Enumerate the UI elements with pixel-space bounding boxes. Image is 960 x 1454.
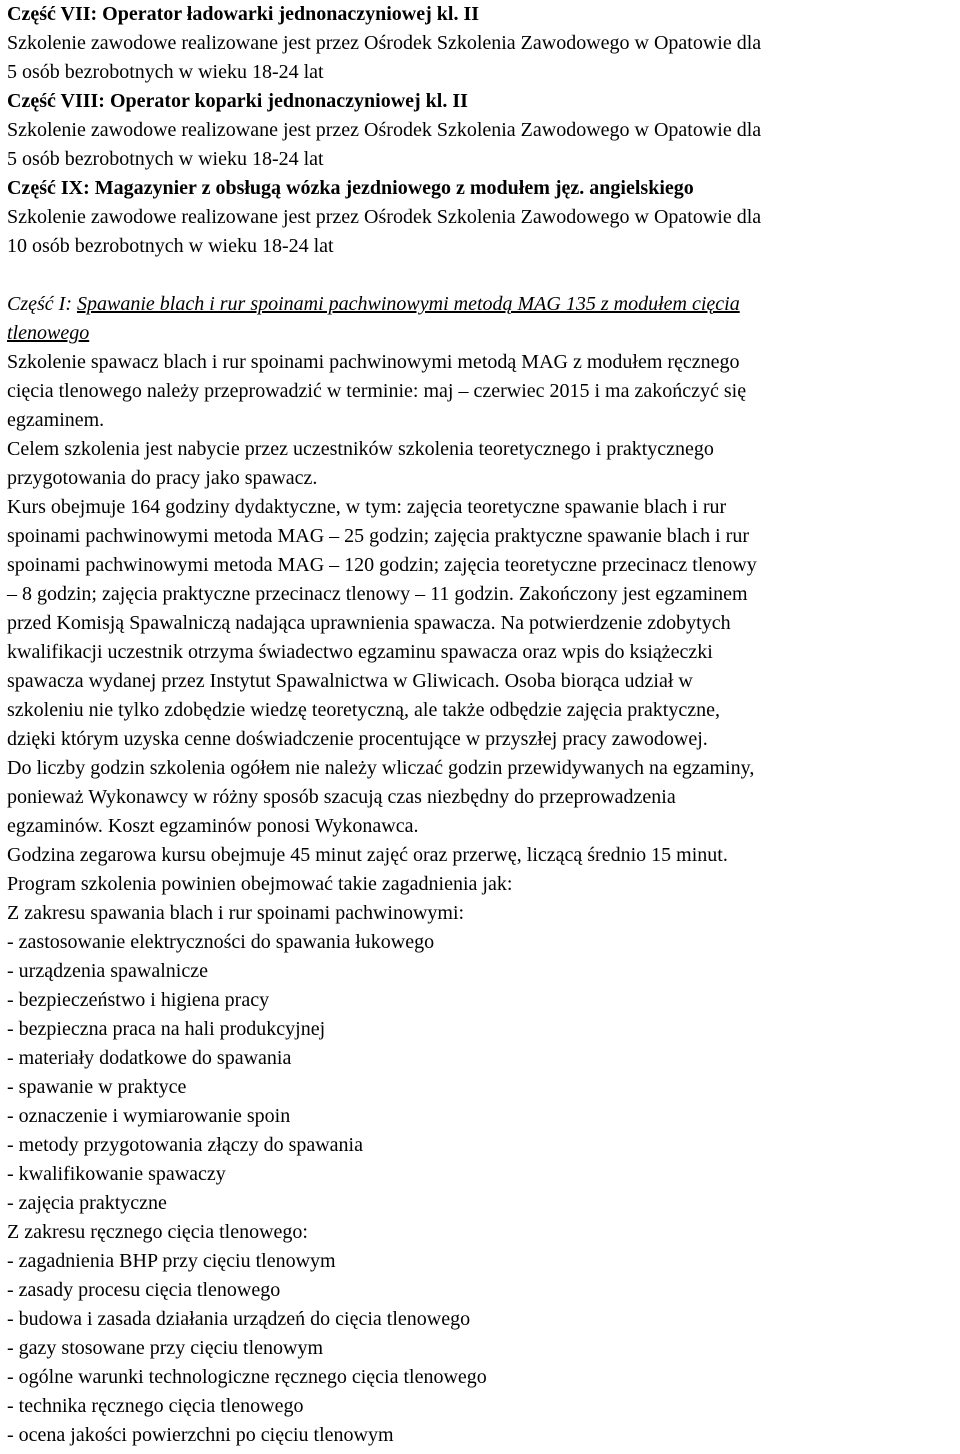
body-text-line: cięcia tlenowego należy przeprowadzić w terminie: maj – czerwiec 2015 i ma zakończyć się	[7, 380, 747, 402]
list-item: - metody przygotowania złączy do spawania	[7, 1134, 363, 1156]
part-description: Szkolenie zawodowe realizowane jest przez Ośrodek Szkolenia Zawodowego w Opatowie dla	[7, 119, 762, 141]
part-description: Szkolenie zawodowe realizowane jest przez Ośrodek Szkolenia Zawodowego w Opatowie dla	[7, 32, 762, 54]
body-text-line: przygotowania do pracy jako spawacz.	[7, 467, 318, 489]
list-item: - bezpieczna praca na hali produkcyjnej	[7, 1018, 326, 1040]
body-text-line: Kurs obejmuje 164 godziny dydaktyczne, w tym: zajęcia teoretyczne spawanie blach i rur	[7, 496, 727, 518]
part-viii-section	[7, 87, 957, 174]
list-item: - technika ręcznego cięcia tlenowego	[7, 1395, 304, 1417]
list-item: - ocena jakości powierzchni po cięciu tlenowym	[7, 1424, 394, 1446]
body-text-line: ponieważ Wykonawcy w różny sposób szacują czas niezbędny do przeprowadzenia	[7, 786, 676, 808]
list-item: - zasady procesu cięcia tlenowego	[7, 1279, 281, 1301]
body-text-line: Szkolenie spawacz blach i rur spoinami pachwinowymi metodą MAG z modułem ręcznego	[7, 351, 740, 373]
body-text-line: Do liczby godzin szkolenia ogółem nie należy wliczać godzin przewidywanych na egzaminy,	[7, 757, 755, 779]
body-text-line: Celem szkolenia jest nabycie przez uczestników szkolenia teoretycznego i praktycznego	[7, 438, 714, 460]
part-i-title-text: tlenowego	[7, 322, 90, 344]
body-text-line: spoinami pachwinowymi metoda MAG – 25 godzin; zajęcia praktyczne spawanie blach i rur	[7, 525, 749, 547]
list-item: - materiały dodatkowe do spawania	[7, 1047, 292, 1069]
body-text-line: egzaminów. Koszt egzaminów ponosi Wykonawca.	[7, 815, 419, 837]
part-vii-section	[7, 0, 957, 87]
part-description: 10 osób bezrobotnych w wieku 18-24 lat	[7, 235, 334, 257]
body-text-line: egzaminem.	[7, 409, 105, 431]
body-text-line: – 8 godzin; zajęcia praktyczne przecinacz tlenowy – 11 godzin. Zakończony jest egzaminem	[7, 583, 748, 605]
part-heading: Część VIII: Operator koparki jednonaczyniowej kl. II	[7, 90, 468, 112]
part-ix-section	[7, 174, 957, 261]
body-text-line: spoinami pachwinowymi metoda MAG – 120 godzin; zajęcia teoretyczne przecinacz tlenowy	[7, 554, 757, 576]
list-item: - ogólne warunki technologiczne ręcznego cięcia tlenowego	[7, 1366, 487, 1388]
document-page	[7, 0, 957, 1450]
body-text-line: dzięki którym uzyska cenne doświadczenie procentujące w przyszłej pracy zawodowej.	[7, 728, 708, 750]
list-item: - bezpieczeństwo i higiena pracy	[7, 989, 270, 1011]
part-heading: Część VII: Operator ładowarki jednonaczyniowej kl. II	[7, 3, 480, 25]
list-item: - zagadnienia BHP przy cięciu tlenowym	[7, 1250, 336, 1272]
part-description: 5 osób bezrobotnych w wieku 18-24 lat	[7, 148, 324, 170]
list-item: - budowa i zasada działania urządzeń do cięcia tlenowego	[7, 1308, 471, 1330]
part-i-title	[7, 290, 957, 319]
part-i-title-text: Spawanie blach i rur spoinami pachwinowymi metodą MAG 135 z modułem cięcia	[76, 293, 740, 315]
list-item: - kwalifikowanie spawaczy	[7, 1163, 226, 1185]
list-item: - gazy stosowane przy cięciu tlenowym	[7, 1337, 324, 1359]
body-text-line: spawacza wydanej przez Instytut Spawalnictwa w Gliwicach. Osoba biorąca udział w	[7, 670, 693, 692]
spacer	[7, 261, 957, 290]
list-item: - urządzenia spawalnicze	[7, 960, 208, 982]
list-item: - spawanie w praktyce	[7, 1076, 187, 1098]
part-i-prefix: Część I:	[7, 293, 77, 315]
body-text-line: przed Komisją Spawalniczą nadająca uprawnienia spawacza. Na potwierdzenie zdobytych	[7, 612, 731, 634]
list-item: - zastosowanie elektryczności do spawania łukowego	[7, 931, 435, 953]
part-i-section	[7, 290, 957, 1450]
list-item: - oznaczenie i wymiarowanie spoin	[7, 1105, 291, 1127]
part-i-body	[7, 348, 957, 1450]
body-text-line: Z zakresu ręcznego cięcia tlenowego:	[7, 1221, 308, 1243]
body-text-line: kwalifikacji uczestnik otrzyma świadectwo egzaminu spawacza oraz wpis do książeczki	[7, 641, 713, 663]
body-text-line: Godzina zegarowa kursu obejmuje 45 minut zajęć oraz przerwę, liczącą średnio 15 minut.	[7, 844, 728, 866]
body-text-line: Program szkolenia powinien obejmować takie zagadnienia jak:	[7, 873, 513, 895]
list-item: - zajęcia praktyczne	[7, 1192, 167, 1214]
body-text-line: szkoleniu nie tylko zdobędzie wiedzę teoretyczną, ale także odbędzie zajęcia praktyczne,	[7, 699, 720, 721]
part-heading: Część IX: Magazynier z obsługą wózka jezdniowego z modułem jęz. angielskiego	[7, 177, 694, 199]
body-text-line: Z zakresu spawania blach i rur spoinami pachwinowymi:	[7, 902, 465, 924]
part-description: 5 osób bezrobotnych w wieku 18-24 lat	[7, 61, 324, 83]
part-description: Szkolenie zawodowe realizowane jest przez Ośrodek Szkolenia Zawodowego w Opatowie dla	[7, 206, 762, 228]
